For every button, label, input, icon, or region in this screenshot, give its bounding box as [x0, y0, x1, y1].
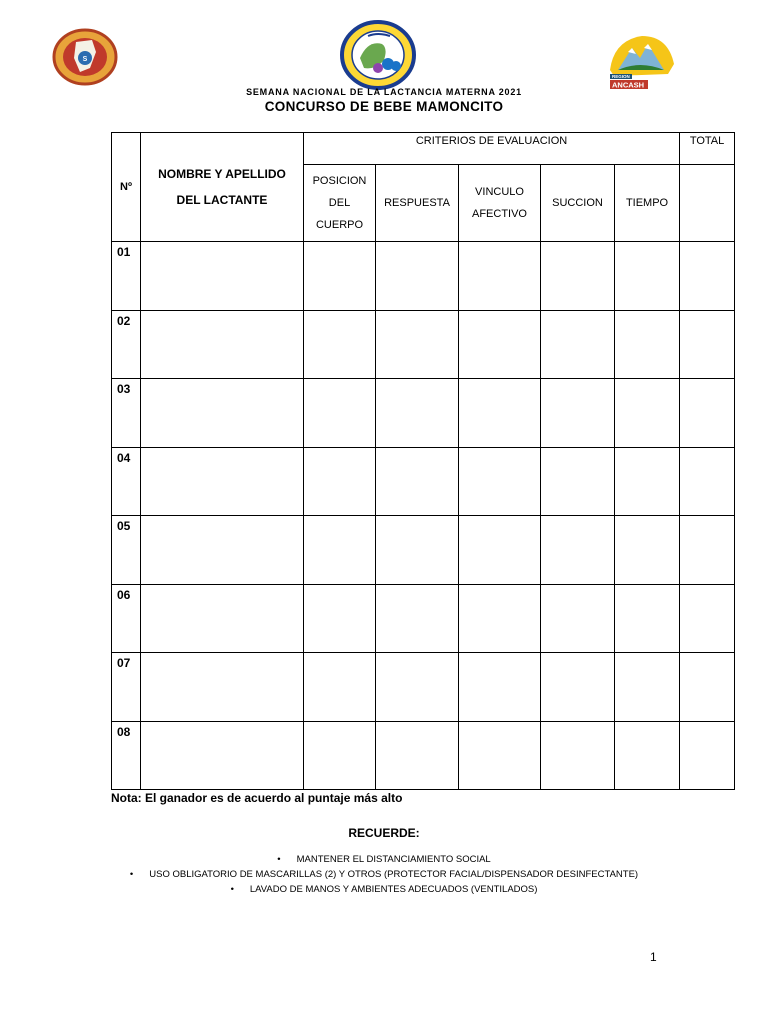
- total-cell[interactable]: [680, 447, 735, 516]
- total-cell[interactable]: [680, 516, 735, 585]
- criterion-posicion-line1: POSICION: [312, 175, 367, 187]
- name-cell[interactable]: [141, 653, 304, 722]
- posicion-cell[interactable]: [304, 242, 376, 311]
- event-subtitle: SEMANA NACIONAL DE LA LACTANCIA MATERNA 2021: [246, 87, 522, 97]
- criterion-tiempo: TIEMPO: [615, 165, 680, 242]
- posicion-cell[interactable]: [304, 584, 376, 653]
- reminder-item: • LAVADO DE MANOS Y AMBIENTES ADECUADOS (VENTILADOS): [0, 882, 768, 897]
- tiempo-cell[interactable]: [615, 721, 680, 790]
- respuesta-cell[interactable]: [376, 653, 459, 722]
- table-body: [112, 242, 735, 790]
- criterion-respuesta: RESPUESTA: [376, 165, 459, 242]
- posicion-cell[interactable]: [304, 379, 376, 448]
- succion-cell[interactable]: [541, 447, 615, 516]
- respuesta-cell[interactable]: [376, 379, 459, 448]
- name-cell[interactable]: [141, 310, 304, 379]
- total-blank-cell: [680, 165, 735, 242]
- svg-text:ANCASH: ANCASH: [612, 80, 645, 90]
- svg-text:S: S: [82, 56, 88, 63]
- name-cell[interactable]: [141, 447, 304, 516]
- name-cell[interactable]: [141, 516, 304, 585]
- tiempo-cell[interactable]: [615, 516, 680, 585]
- row-number: 02: [112, 310, 141, 379]
- respuesta-cell[interactable]: [376, 584, 459, 653]
- criterion-vinculo: [459, 165, 541, 242]
- col-no-header: Nº: [112, 133, 141, 242]
- table-row: [112, 379, 735, 448]
- table-row: [112, 721, 735, 790]
- vinculo-cell[interactable]: [459, 310, 541, 379]
- vinculo-cell[interactable]: [459, 653, 541, 722]
- tiempo-cell[interactable]: [615, 310, 680, 379]
- contest-title: CONCURSO DE BEBE MAMONCITO: [264, 99, 504, 114]
- criterion-succion: SUCCION: [541, 165, 615, 242]
- vinculo-cell[interactable]: [459, 447, 541, 516]
- criteria-header: CRITERIOS DE EVALUACION: [304, 133, 680, 165]
- total-header: TOTAL: [680, 133, 735, 165]
- tiempo-cell[interactable]: [615, 379, 680, 448]
- respuesta-cell[interactable]: [376, 310, 459, 379]
- row-number: 03: [112, 379, 141, 448]
- name-cell[interactable]: [141, 584, 304, 653]
- table-row: [112, 584, 735, 653]
- vinculo-cell[interactable]: [459, 584, 541, 653]
- succion-cell[interactable]: [541, 584, 615, 653]
- succion-cell[interactable]: [541, 721, 615, 790]
- region-ancash-logo: [604, 30, 678, 94]
- respuesta-cell[interactable]: [376, 447, 459, 516]
- table-row: [112, 653, 735, 722]
- succion-cell[interactable]: [541, 653, 615, 722]
- posicion-cell[interactable]: [304, 516, 376, 585]
- criterion-vinculo-line1: VINCULO: [475, 186, 524, 198]
- table-row: [112, 516, 735, 585]
- total-cell[interactable]: [680, 242, 735, 311]
- tiempo-cell[interactable]: [615, 447, 680, 516]
- total-cell[interactable]: [680, 584, 735, 653]
- posicion-cell[interactable]: [304, 721, 376, 790]
- total-cell[interactable]: [680, 653, 735, 722]
- table-row: [112, 242, 735, 311]
- succion-cell[interactable]: [541, 310, 615, 379]
- reminder-item: • MANTENER EL DISTANCIAMIENTO SOCIAL: [0, 852, 768, 867]
- reminder-item: • USO OBLIGATORIO DE MASCARILLAS (2) Y OTROS (PROTECTOR FACIAL/DISPENSADOR DESINFECTANTE): [0, 867, 768, 882]
- succion-cell[interactable]: [541, 379, 615, 448]
- evaluation-table: [111, 132, 735, 790]
- criterion-vinculo-line2: AFECTIVO: [471, 208, 527, 220]
- row-number: 06: [112, 584, 141, 653]
- total-cell[interactable]: [680, 379, 735, 448]
- criterion-posicion-line3: CUERPO: [315, 219, 364, 231]
- row-number: 05: [112, 516, 141, 585]
- respuesta-cell[interactable]: [376, 516, 459, 585]
- name-cell[interactable]: [141, 721, 304, 790]
- row-number: 01: [112, 242, 141, 311]
- svg-text:REGION: REGION: [612, 74, 630, 80]
- row-number: 08: [112, 721, 141, 790]
- tiempo-cell[interactable]: [615, 584, 680, 653]
- posicion-cell[interactable]: [304, 310, 376, 379]
- name-cell[interactable]: [141, 242, 304, 311]
- succion-cell[interactable]: [541, 242, 615, 311]
- posicion-cell[interactable]: [304, 447, 376, 516]
- col-name-header-line2: DEL LACTANTE: [176, 193, 268, 207]
- row-number: 04: [112, 447, 141, 516]
- succion-cell[interactable]: [541, 516, 615, 585]
- reminder-list: [0, 852, 768, 897]
- name-cell[interactable]: [141, 379, 304, 448]
- total-cell[interactable]: [680, 721, 735, 790]
- table-row: [112, 310, 735, 379]
- vinculo-cell[interactable]: [459, 516, 541, 585]
- col-name-header-line1: NOMBRE Y APELLIDO: [158, 167, 286, 181]
- respuesta-cell[interactable]: [376, 721, 459, 790]
- vinculo-cell[interactable]: [459, 721, 541, 790]
- winner-note: Nota: El ganador es de acuerdo al puntaje más alto: [111, 791, 403, 805]
- vinculo-cell[interactable]: [459, 242, 541, 311]
- col-name-header: [141, 133, 304, 242]
- criterion-posicion: [304, 165, 376, 242]
- red-de-salud-pacifico-sur-seal: [338, 18, 418, 90]
- tiempo-cell[interactable]: [615, 242, 680, 311]
- total-cell[interactable]: [680, 310, 735, 379]
- posicion-cell[interactable]: [304, 653, 376, 722]
- criterion-posicion-line2: DEL: [328, 197, 351, 209]
- table-row: [112, 447, 735, 516]
- ministerio-de-salud-seal: [52, 28, 118, 86]
- reminder-title: RECUERDE:: [348, 826, 420, 840]
- page-number: 1: [650, 950, 657, 964]
- row-number: 07: [112, 653, 141, 722]
- respuesta-cell[interactable]: [376, 242, 459, 311]
- vinculo-cell[interactable]: [459, 379, 541, 448]
- tiempo-cell[interactable]: [615, 653, 680, 722]
